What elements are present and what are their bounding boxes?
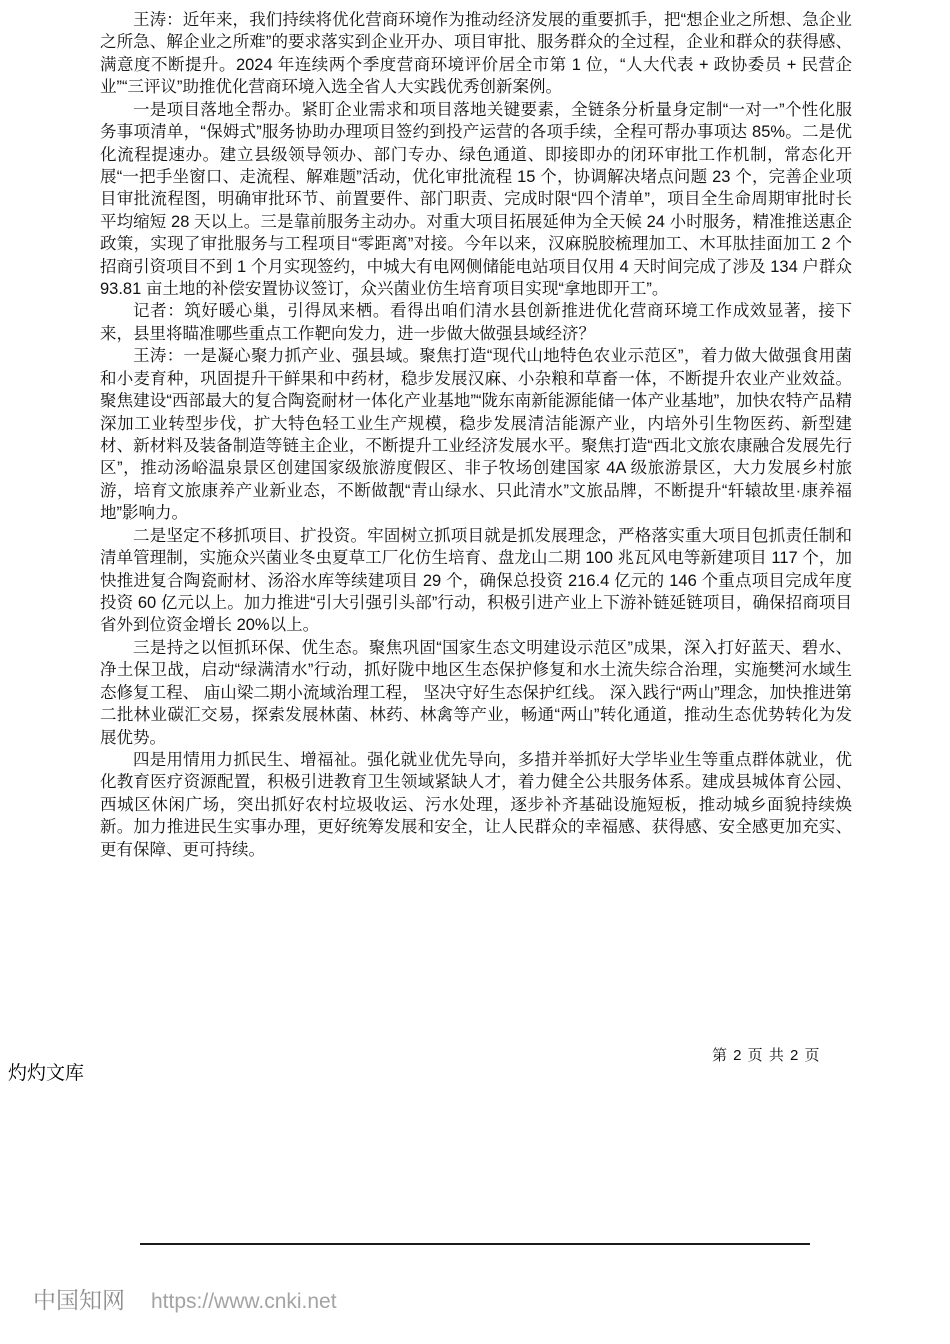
watermark-label: 灼灼文库 [8, 1063, 85, 1084]
paragraph: 三是持之以恒抓环保、优生态。聚焦巩固“国家生态文明建设示范区”成果，深入打好蓝天、碧水、净土保卫战，启动“绿满清水”行动，抓好陇中地区生态保护修复和水土流失综合治理，实施樊河水域生态修复工程、 庙山梁二期小流域治理工程， 坚决守好生态保护红线。 深入践行“两山”理念，加快推进第二批林业碳汇交易，探索发展林菌、林药、林禽等产业，畅通“两山”转化通道，推动生态优势转化为发展优势。 [100, 638, 852, 747]
paragraph: 二是坚定不移抓项目、扩投资。牢固树立抓项目就是抓发展理念，严格落实重大项目包抓责任制和清单管理制，实施众兴菌业冬虫夏草工厂化仿生培育、盘龙山二期 100 兆瓦风电等新建项目 117 个，加快推进复合陶瓷耐材、汤浴水库等续建项目 29 个，确保总投资 216.4 亿元的 146 个重点项目完成年度投资 60 亿元以上。加力推进“引大引强引头部”行动，积极引进产业上下游补链延链项目，确保招商项目省外到位资金增长 20%以上。 [100, 526, 852, 635]
paragraph: 记者：筑好暖心巢，引得凤来栖。看得出咱们清水县创新推进优化营商环境工作成效显著，接下来，县里将瞄准哪些重点工作靶向发力，进一步做大做强县域经济？ [100, 302, 852, 343]
cnki-brand-label: 中国知网 [33, 1287, 125, 1313]
footer-divider-line [140, 1243, 810, 1245]
cnki-url-link[interactable]: https://www.cnki.net [151, 1290, 337, 1313]
page-number: 第 2 页 共 2 页 [712, 1047, 821, 1064]
document-body [100, 9, 852, 861]
paragraph: 四是用情用力抓民生、增福祉。强化就业优先导向，多措并举抓好大学毕业生等重点群体就业，优化教育医疗资源配置，积极引进教育卫生领域紧缺人才，着力健全公共服务体系。建成县城体育公园、西城区休闲广场，突出抓好农村垃圾收运、污水处理，逐步补齐基础设施短板，推动城乡面貌持续焕新。加力推进民生实事办理，更好统筹发展和安全，让人民群众的幸福感、获得感、安全感更加充实、更有保障、更可持续。 [100, 750, 852, 859]
footer-brand-row [33, 1282, 337, 1315]
paragraph: 王涛：一是凝心聚力抓产业、强县域。聚焦打造“现代山地特色农业示范区”，着力做大做强食用菌和小麦育种，巩固提升干鲜果和中药材，稳步发展汉麻、小杂粮和草畜一体，不断提升农业产业效益。聚焦建设“西部最大的复合陶瓷耐材一体化产业基地”“陇东南新能源能储一体产业基地”，加快农特产品精深加工业转型步伐，扩大特色轻工业生产规模，稳步发展清洁能源产业，内培外引生物医药、新型建材、新材料及装备制造等链主企业，不断提升工业经济发展水平。聚焦打造“西北文旅农康融合发展先行区”，推动汤峪温泉景区创建国家级旅游度假区、非子牧场创建国家 4A 级旅游景区，大力发展乡村旅游，培育文旅康养产业新业态，不断做靓“青山绿水、只此清水”文旅品牌，不断提升“轩辕故里·康养福地”影响力。 [100, 347, 852, 523]
paragraph: 一是项目落地全帮办。紧盯企业需求和项目落地关键要素，全链条分析量身定制“一对一”个性化服务事项清单，“保姆式”服务协助办理项目签约到投产运营的各项手续，全程可帮办事项达 85%。二是优化流程提速办。建立县级领导领办、部门专办、绿色通道、即接即办的闭环审批工作机制，常态化开展“一把手坐窗口、走流程、解难题”活动，优化审批流程 15 个，协调解决堵点问题 23 个，完善企业项目审批流程图，明确审批环节、前置要件、部门职责、完成时限“四个清单”，项目全生命周期审批时长平均缩短 28 天以上。三是靠前服务主动办。对重大项目拓展延伸为全天候 24 小时服务，精准推送惠企政策，实现了审批服务与工程项目“零距离”对接。今年以来，汉麻脱胶梳理加工、木耳肽挂面加工 2 个招商引资项目不到 1 个月实现签约，中城大有电网侧储能电站项目仅用 4 天时间完成了涉及 134 户群众 93.81 亩土地的补偿安置协议签订，众兴菌业仿生培育项目实现“拿地即开工”。 [100, 100, 852, 299]
paragraph: 王涛：近年来，我们持续将优化营商环境作为推动经济发展的重要抓手，把“想企业之所想、急企业之所急、解企业之所难”的要求落实到企业开办、项目审批、服务群众的全过程，企业和群众的获得感、满意度不断提升。2024 年连续两个季度营商环境评价居全市第 1 位，“人大代表 + 政协委员 + 民营企业”“三评议”助推优化营商环境入选全省人大实践优秀创新案例。 [100, 11, 852, 97]
